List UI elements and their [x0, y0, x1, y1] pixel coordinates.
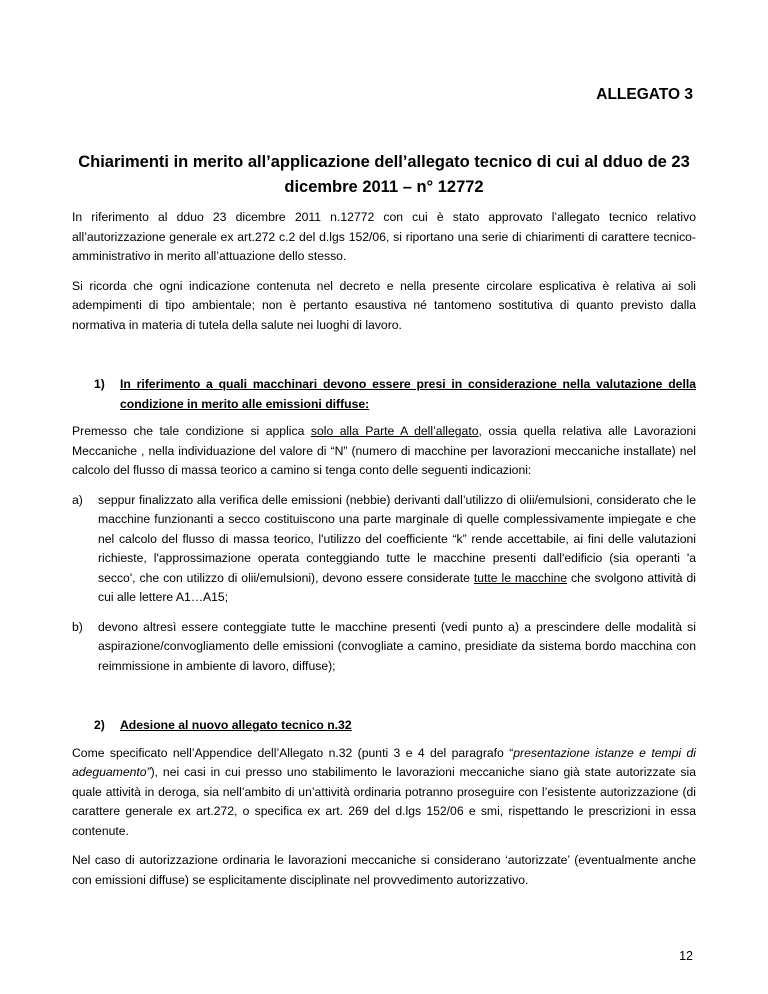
- title-line-1: Chiarimenti in merito all’applicazione dell’allegato tecnico di cui al dduo de 23: [78, 153, 690, 171]
- list-item-a-text-underlined: tutte le macchine: [473, 570, 568, 585]
- intro-paragraph-2: Si ricorda che ogni indicazione contenuta nel decreto e nella presente circolare esplicativa è relativa ai soli adempimenti di tipo ambientale; non è pertanto esaustiva né tantomeno sostitutiva di quanto previsto dalla normativa in materia di tutela della salute nei luoghi di lavoro.: [72, 278, 696, 332]
- section-2-paragraph-1-start: Come specificato nell’Appendice dell’Allegato n.32 (punti 3 e 4 del paragrafo “: [72, 745, 514, 760]
- section-1-paragraph-underlined: solo alla Parte A dell’allegato: [310, 424, 479, 438]
- document-title: [72, 150, 696, 200]
- list-item-b-text: devono altresì essere conteggiate tutte le macchine presenti (vedi punto a) a prescindere delle modalità si aspirazione/convogliamento delle emissioni (convogliate a camino, presidiate da sistema bordo macchina con reimmissione in ambiente di lavoro, diffuse);: [98, 619, 696, 673]
- section-2-number: 2): [94, 718, 105, 732]
- section-1-paragraph: [72, 422, 696, 481]
- list-item-b-label: b): [72, 619, 83, 634]
- section-1-heading-text: In riferimento a quali macchinari devono essere presi in considerazione nella valutazione della condizione in merito alle emissioni diffuse:: [120, 377, 696, 411]
- section-1-paragraph-start: Premesso che tale condizione si applica: [72, 424, 311, 438]
- list-item-b: [72, 618, 696, 677]
- section-1-number: 1): [94, 377, 105, 391]
- list-item-a-text-start: seppur finalizzato alla verifica delle emissioni (nebbie) derivanti dall’utilizzo di olii/emulsioni, considerato che le macchine funzionanti a secco costituiscono una parte marginale di quelle complessivamente impiegate e che nel calcolo del flusso di massa teorico, l'utilizzo del coefficiente “k” rende accettabile, ai fini delle valutazioni richieste, l'approssimazione operata conteggiando tutte le macchine presenti dall'edificio (sia operanti 'a secco', che con utilizzo di olii/emulsioni), devono essere considerate: [98, 492, 696, 585]
- list-item-a-text: [98, 491, 696, 608]
- list-item-a: [72, 491, 696, 608]
- list-item-a-text-end: che svolgono attività di cui alle lettere A1…A15;: [98, 570, 696, 604]
- section-1-paragraph-end: , ossia quella relativa alle Lavorazioni Meccaniche , nella individuazione del valore di “N” (numero di macchine per lavorazioni meccaniche installate) nel calcolo del flusso di massa teorico a camino si tenga conto delle seguenti indicazioni:: [72, 424, 696, 477]
- page-number: 12: [679, 949, 693, 963]
- list-item-a-label: a): [72, 492, 83, 507]
- section-2-heading: [72, 716, 696, 736]
- title-line-2: dicembre 2011 – n° 12772: [284, 178, 484, 196]
- section-2-paragraph-2: Nel caso di autorizzazione ordinaria le lavorazioni meccaniche si considerano ‘autorizzate’ (eventualmente anche con emissioni diffuse) se esplicitamente disciplinate nel provvedimento autorizzativo.: [72, 853, 696, 887]
- section-2-heading-text: Adesione al nuovo allegato tecnico n.32: [120, 718, 352, 732]
- section-2-paragraph-1-italic: presentazione istanze e tempi di adeguamento”: [72, 745, 696, 779]
- section-2-paragraph-1-end: ), nei casi in cui presso uno stabilimento le lavorazioni meccaniche siano già state autorizzate sia quale attività in deroga, sia nell’ambito di un’attività ordinaria potranno proseguire con l’esistente autorizzazione (di carattere generale ex art.272, o specifica ex art. 269 del d.lgs 152/06 e smi, rispettando le prescrizioni in essa contenute.: [72, 765, 696, 838]
- section-1-heading: [72, 375, 696, 414]
- section-2-paragraph-1: [72, 744, 696, 842]
- intro-paragraph-1: In riferimento al dduo 23 dicembre 2011 n.12772 con cui è stato approvato l’allegato tecnico relativo all’autorizzazione generale ex art.272 c.2 del d.lgs 152/06, si riportano una serie di chiarimenti di carattere tecnico-amministrativo in merito all’attuazione dello stesso.: [72, 210, 696, 263]
- document-body: [72, 208, 696, 900]
- annex-label: ALLEGATO 3: [596, 86, 693, 103]
